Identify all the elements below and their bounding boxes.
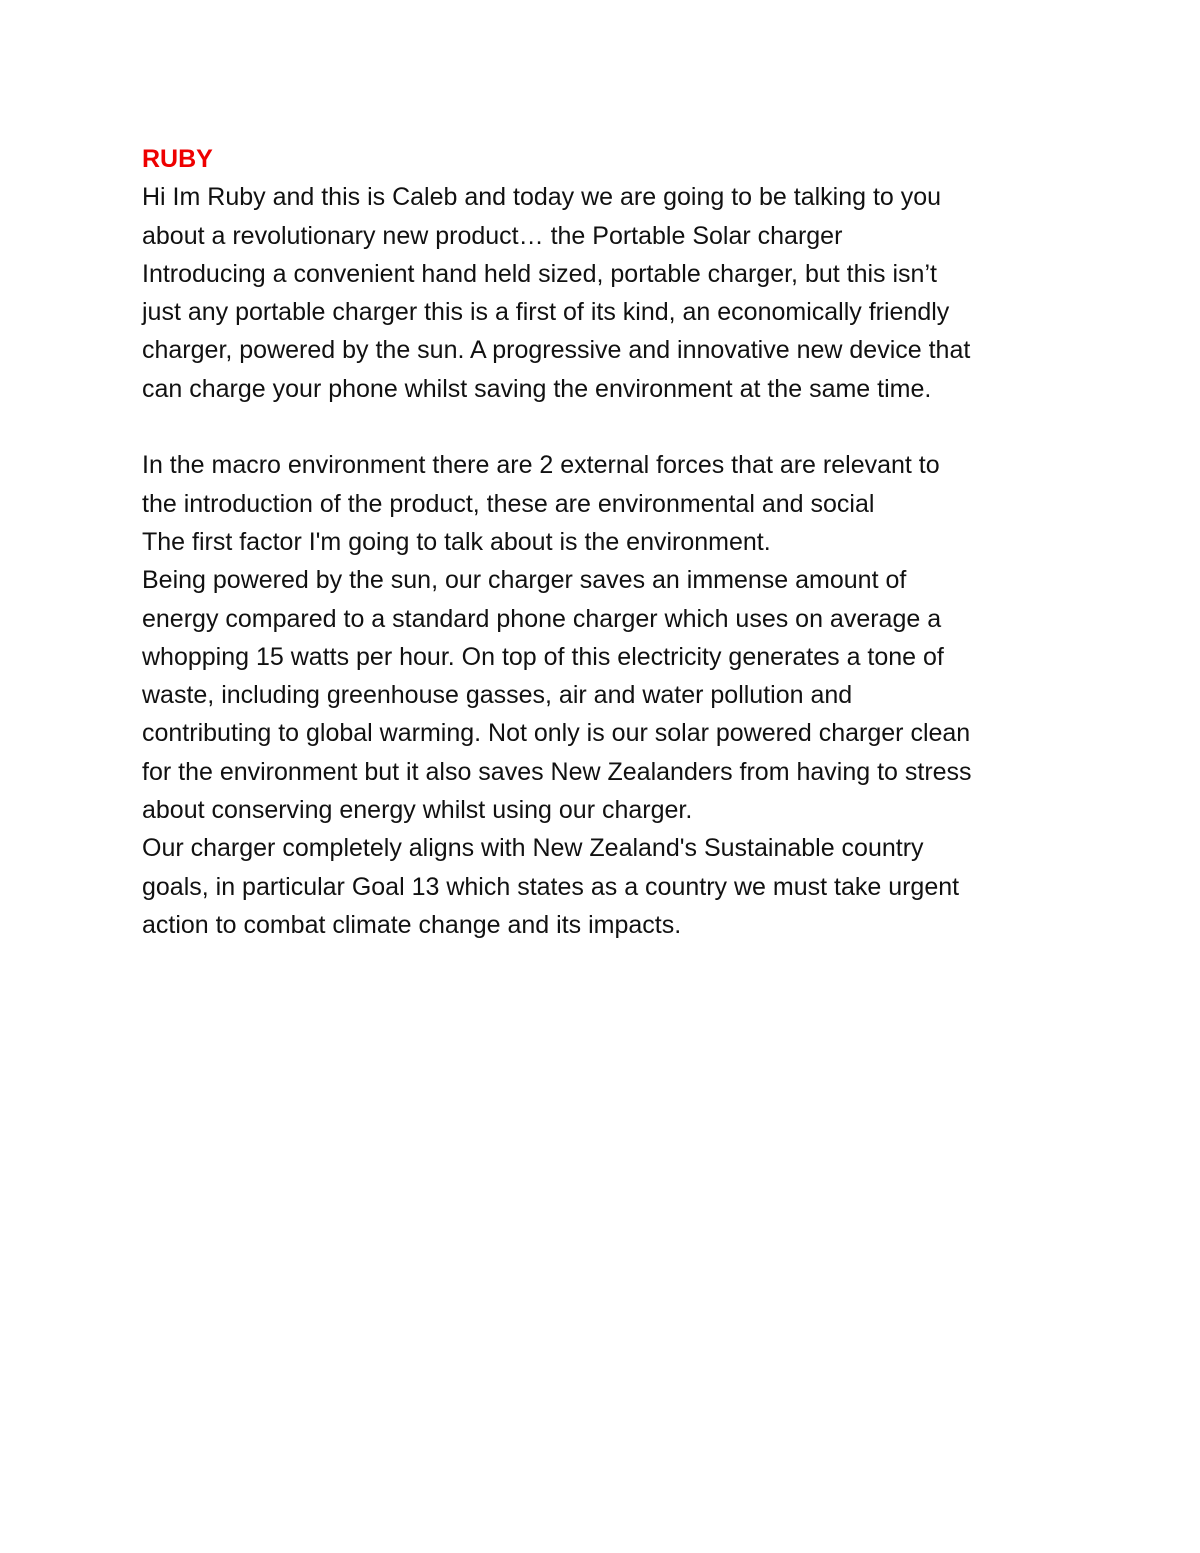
text-line: waste, including greenhouse gasses, air and water pollution and: [142, 681, 853, 710]
text-line: can charge your phone whilst saving the environment at the same time.: [142, 374, 932, 403]
text-line: The first factor I'm going to talk about is the environment.: [142, 527, 771, 556]
text-line: Introducing a convenient hand held sized, portable charger, but this isn’t: [142, 259, 937, 288]
text-line: about conserving energy whilst using our charger.: [142, 796, 693, 825]
text-line: the introduction of the product, these are environmental and social: [142, 489, 875, 518]
text-line: whopping 15 watts per hour. On top of this electricity generates a tone of: [142, 642, 944, 671]
text-line: just any portable charger this is a first of its kind, an economically friendly: [142, 298, 950, 327]
text-line: energy compared to a standard phone charger which uses on average a: [142, 604, 942, 633]
text-line: charger, powered by the sun. A progressive and innovative new device that: [142, 336, 971, 365]
text-line: action to combat climate change and its impacts.: [142, 910, 682, 939]
text-line: about a revolutionary new product… the Portable Solar charger: [142, 221, 843, 250]
text-line: Our charger completely aligns with New Zealand's Sustainable country: [142, 834, 924, 863]
text-line: Being powered by the sun, our charger saves an immense amount of: [142, 566, 907, 595]
text-line: contributing to global warming. Not only is our solar powered charger clean: [142, 719, 971, 748]
text-line: goals, in particular Goal 13 which states as a country we must take urgent: [142, 872, 960, 901]
text-line: In the macro environment there are 2 external forces that are relevant to: [142, 451, 940, 480]
document-body: [142, 140, 1072, 944]
text-line: for the environment but it also saves New Zealanders from having to stress: [142, 757, 972, 786]
text-line: Hi Im Ruby and this is Caleb and today we are going to be talking to you: [142, 183, 942, 212]
paragraph-spacer: [142, 408, 1072, 446]
speaker-heading: RUBY: [142, 145, 213, 173]
